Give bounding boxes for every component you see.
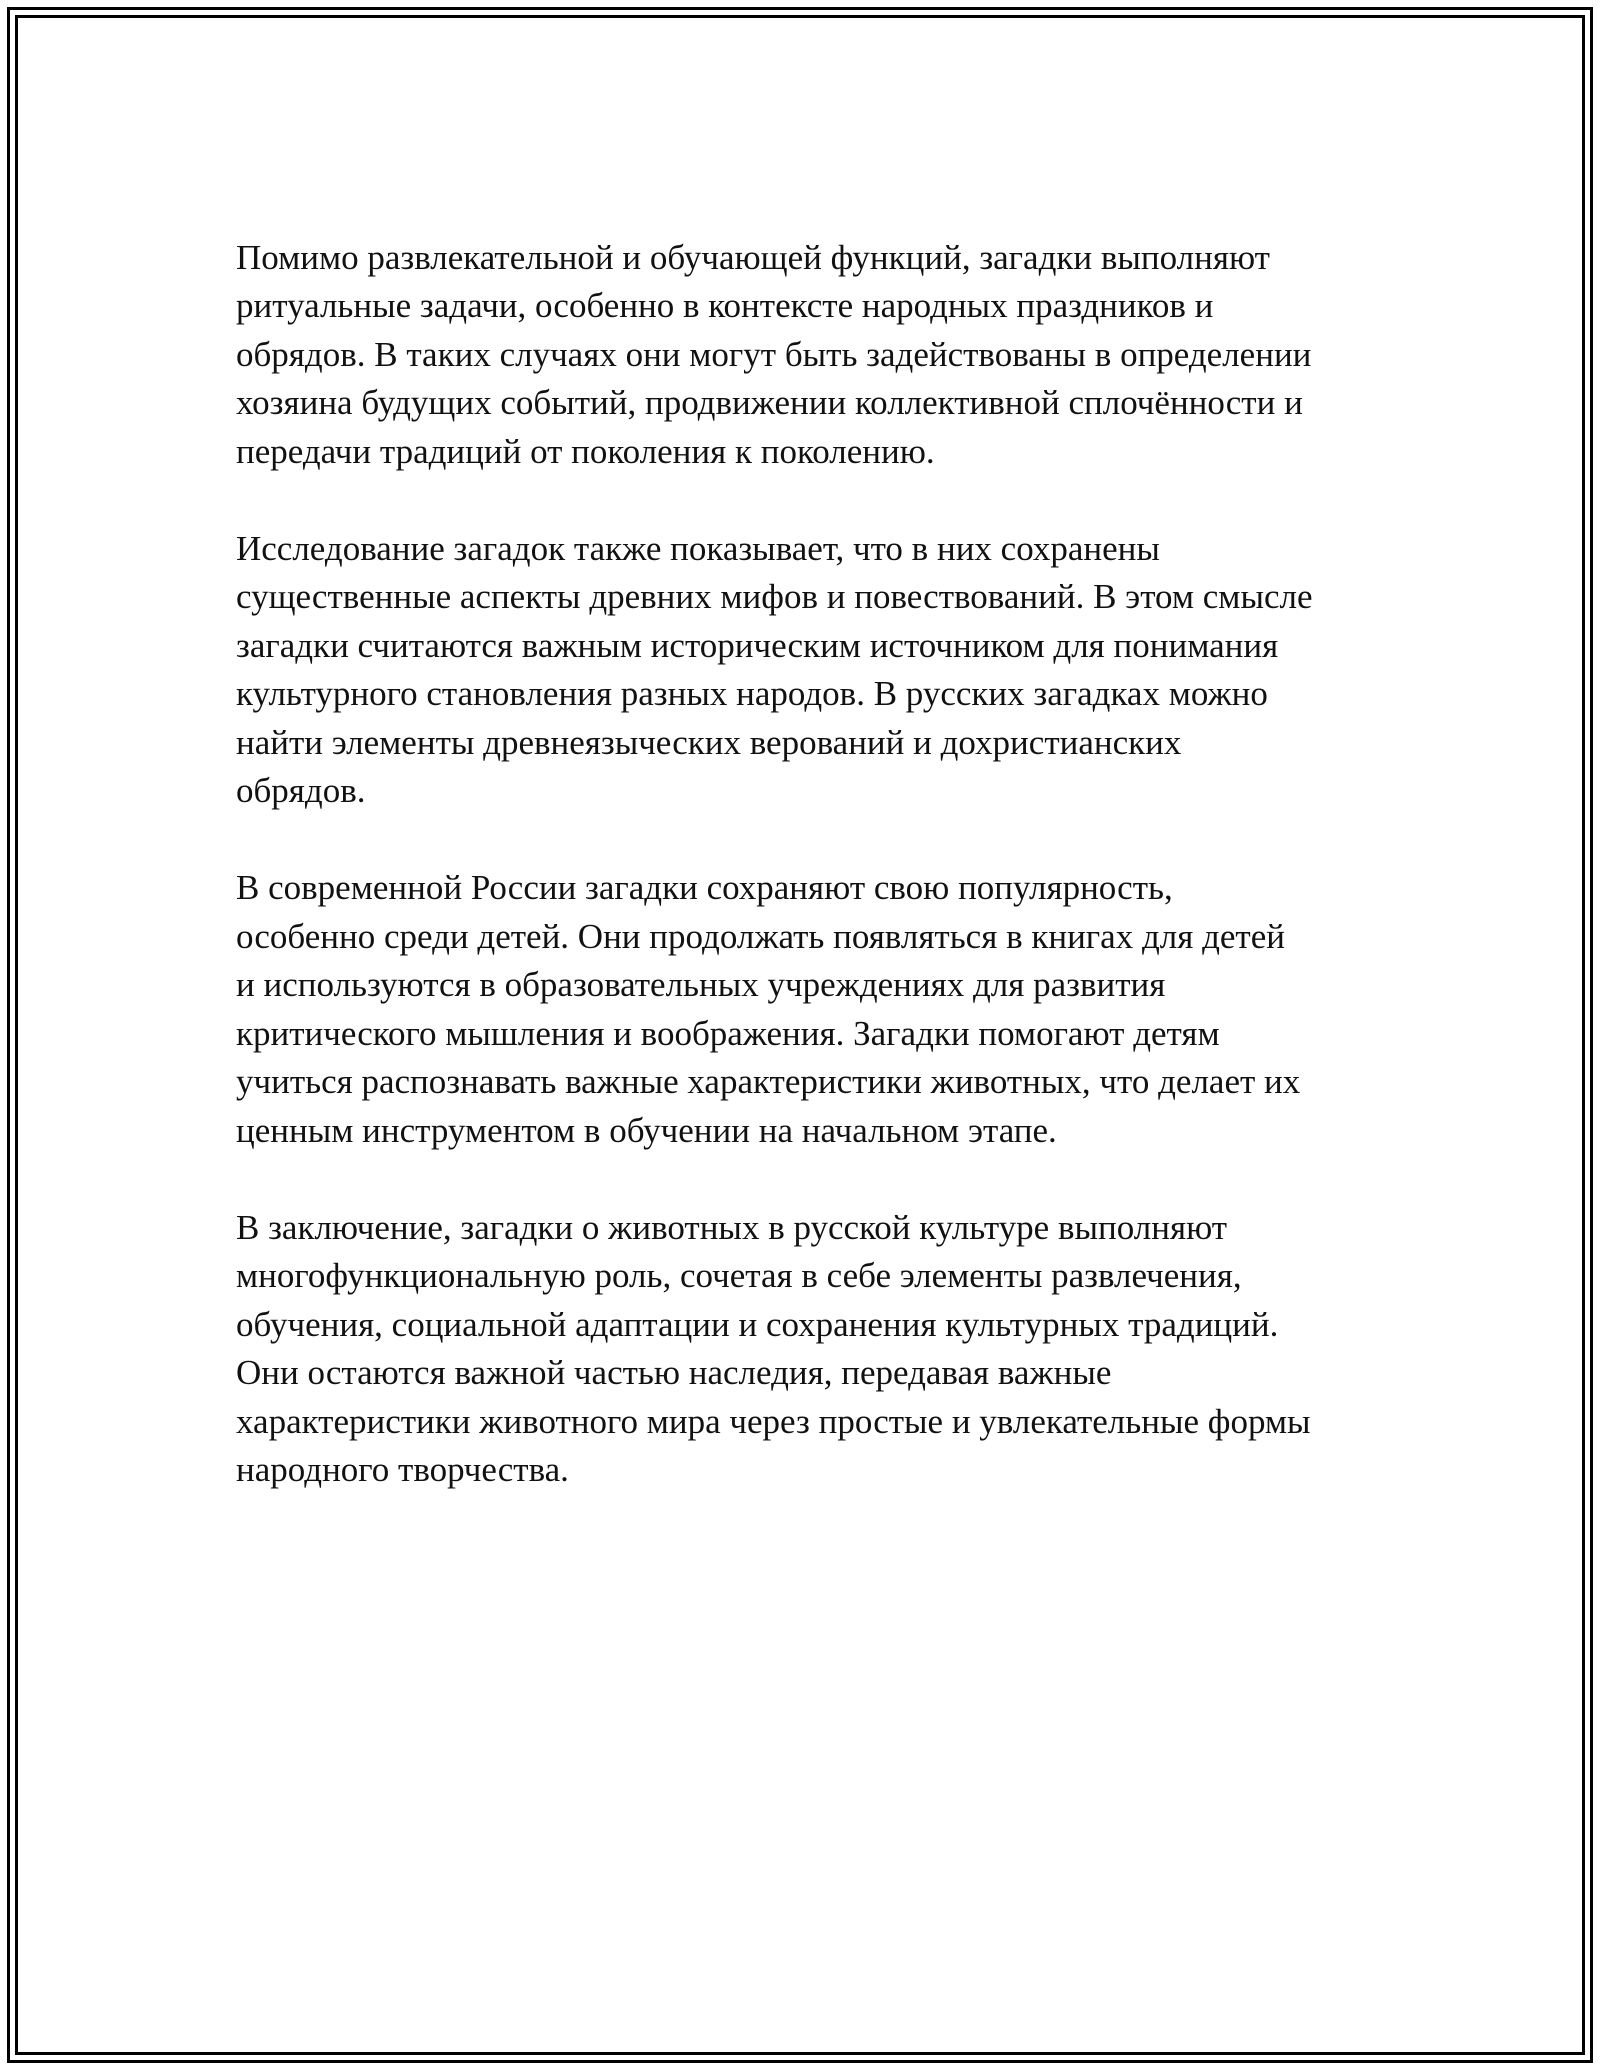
document-body <box>236 234 1386 1494</box>
paragraph-conclusion: В заключение, загадки о животных в русской культуре выполняют многофункциональную роль, сочетая в себе элементы развлечения, обучения, социальной адаптации и сохранения культурных традиций. Они остаются важной частью наследия, передавая важные характеристики животного мира через простые и увлекательные формы народного творчества. <box>236 1207 1311 1489</box>
paragraph-myths: Исследование загадок также показывает, что в них сохранены существенные аспекты древних мифов и повествований. В этом смысле загадки считаются важным историческим источником для понимания культурного становления разных народов. В русских загадках можно найти элементы древнеязыческих верований и дохристианских обрядов. <box>236 529 1313 811</box>
paragraph-modern-russia: В современной России загадки сохраняют свою популярность, особенно среди детей. Они продолжать появляться в книгах для детей и используются в образовательных учреждениях для развития критического мышления и воображения. Загадки помогают детям учиться распознавать важные характеристики животных, что делает их ценным инструментом в обучении на начальном этапе. <box>236 868 1301 1150</box>
paragraph-rituals: Помимо развлекательной и обучающей функций, загадки выполняют ритуальные задачи, особенно в контексте народных праздников и обрядов. В таких случаях они могут быть задействованы в определении хозяина будущих событий, продвижении коллективной сплочённости и передачи традиций от поколения к поколению. <box>236 238 1312 471</box>
